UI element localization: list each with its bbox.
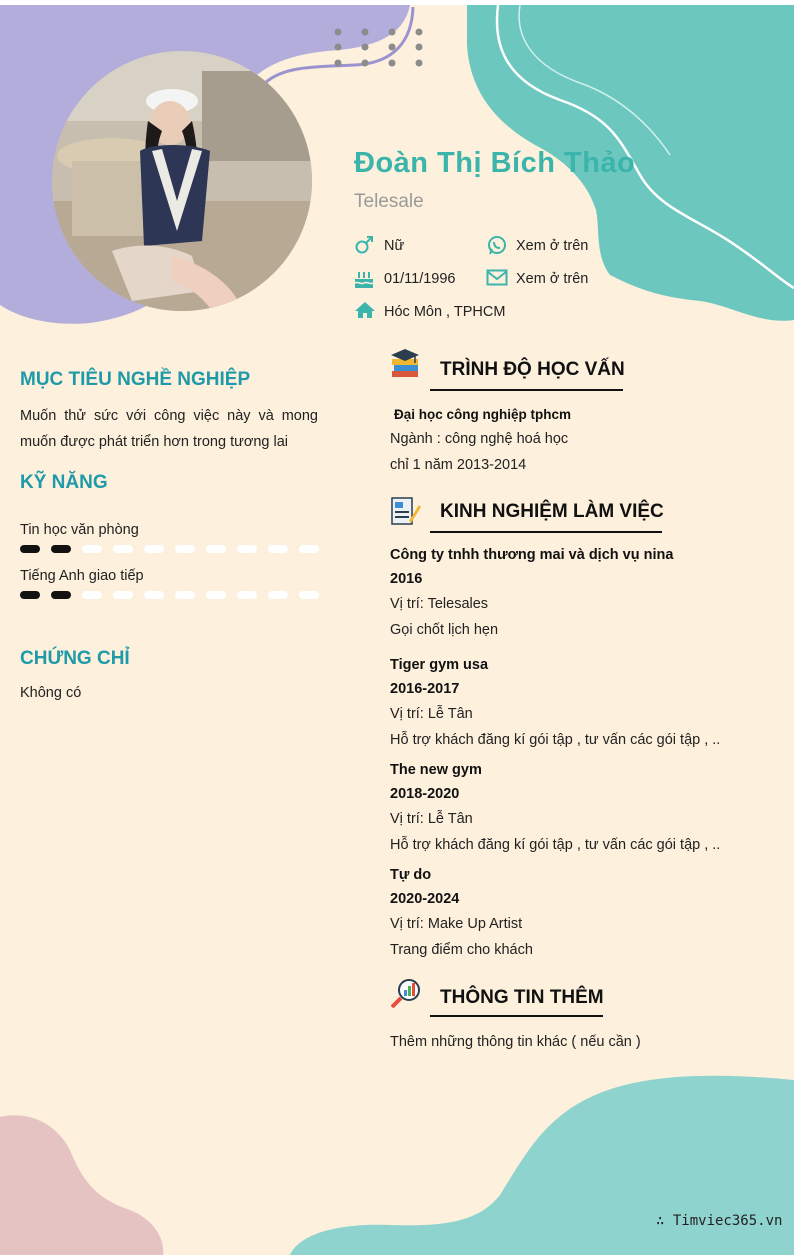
skill-dot-filled bbox=[20, 591, 40, 599]
experience-time: 2016-2017 bbox=[390, 681, 460, 697]
skill-dot-empty bbox=[206, 545, 226, 553]
certificates-heading: CHỨNG CHỈ bbox=[20, 648, 130, 669]
objective-heading: MỤC TIÊU NGHỀ NGHIỆP bbox=[20, 369, 251, 390]
experience-time: 2020-2024 bbox=[390, 891, 460, 907]
additional-info-text: Thêm những thông tin khác ( nếu cần ) bbox=[390, 1034, 641, 1050]
resume-document-icon bbox=[389, 495, 421, 527]
skill-dot-empty bbox=[237, 545, 257, 553]
education-major: Ngành : công nghệ hoá học bbox=[390, 431, 569, 447]
gender-value: Nữ bbox=[384, 238, 405, 254]
certificates-text: Không có bbox=[20, 685, 82, 701]
experience-position: Vị trí: Make Up Artist bbox=[390, 916, 523, 932]
skill-dot-empty bbox=[299, 545, 319, 553]
profile-photo-illustration bbox=[52, 51, 312, 311]
skill-dot-filled bbox=[51, 545, 71, 553]
experience-description: Gọi chốt lịch hẹn bbox=[390, 622, 499, 638]
skill-name: Tin học văn phòng bbox=[20, 522, 139, 538]
additional-info-heading-underline bbox=[430, 1015, 603, 1017]
skill-dot-empty bbox=[113, 591, 133, 599]
experience-company: Tự do bbox=[390, 867, 432, 883]
skill-dot-empty bbox=[144, 591, 164, 599]
skill-dot-empty bbox=[175, 545, 195, 553]
skill-dot-empty bbox=[268, 591, 288, 599]
education-period: chỉ 1 năm 2013-2014 bbox=[390, 457, 527, 473]
skill-dot-empty bbox=[82, 591, 102, 599]
skill-dot-filled bbox=[20, 545, 40, 553]
education-heading: TRÌNH ĐỘ HỌC VẤN bbox=[440, 359, 625, 380]
skill-dot-empty bbox=[268, 545, 288, 553]
job-title: Telesale bbox=[354, 191, 424, 212]
experience-position: Vị trí: Telesales bbox=[390, 596, 489, 612]
experience-company: Công ty tnhh thương mai và dịch vụ nina bbox=[390, 547, 674, 563]
candidate-name: Đoàn Thị Bích Thảo bbox=[354, 147, 636, 179]
experience-description: Hỗ trợ khách đăng kí gói tập , tư vấn các gói tập , .. bbox=[390, 837, 721, 853]
experience-time: 2018-2020 bbox=[390, 786, 460, 802]
skill-name: Tiếng Anh giao tiếp bbox=[20, 568, 144, 584]
watermark: ∴ Timviec365.vn bbox=[656, 1213, 783, 1229]
skill-dot-empty bbox=[175, 591, 195, 599]
experience-time: 2016 bbox=[390, 571, 423, 587]
experience-heading-underline bbox=[430, 531, 662, 533]
experience-position: Vị trí: Lễ Tân bbox=[390, 706, 473, 722]
birthday-value: 01/11/1996 bbox=[384, 271, 456, 287]
gender-icon bbox=[354, 235, 374, 255]
objective-text: Muốn thử sức với công việc này và mong muốn được phát triển hơn trong tương lai bbox=[20, 408, 318, 450]
home-icon bbox=[354, 301, 376, 319]
experience-heading: KINH NGHIỆM LÀM VIỆC bbox=[440, 501, 664, 522]
additional-info-heading: THÔNG TIN THÊM bbox=[440, 987, 604, 1008]
skill-dot-empty bbox=[237, 591, 257, 599]
profile-photo bbox=[52, 51, 312, 311]
skill-dot-empty bbox=[299, 591, 319, 599]
skill-dot-empty bbox=[206, 591, 226, 599]
birthday-cake-icon bbox=[353, 268, 375, 290]
magnifier-chart-icon bbox=[389, 978, 423, 1010]
address-value: Hóc Môn , TPHCM bbox=[384, 304, 506, 320]
skill-dot-empty bbox=[82, 545, 102, 553]
email-icon bbox=[486, 269, 508, 287]
phone-value: Xem ở trên bbox=[516, 238, 589, 254]
graduation-books-icon bbox=[389, 349, 421, 381]
education-heading-underline bbox=[430, 389, 623, 391]
experience-description: Hỗ trợ khách đăng kí gói tập , tư vấn các gói tập , .. bbox=[390, 732, 721, 748]
cv-page bbox=[0, 5, 794, 1255]
experience-description: Trang điểm cho khách bbox=[390, 942, 533, 958]
whatsapp-phone-icon bbox=[486, 234, 508, 256]
education-school: Đại học công nghiệp tphcm bbox=[394, 407, 572, 422]
email-value: Xem ở trên bbox=[516, 271, 589, 287]
experience-position: Vị trí: Lễ Tân bbox=[390, 811, 473, 827]
skill-dot-filled bbox=[51, 591, 71, 599]
skills-heading: KỸ NĂNG bbox=[20, 472, 108, 493]
skill-dot-empty bbox=[113, 545, 133, 553]
pink-blob bbox=[0, 1115, 163, 1255]
skill-dot-empty bbox=[144, 545, 164, 553]
experience-company: The new gym bbox=[390, 762, 482, 778]
experience-company: Tiger gym usa bbox=[390, 657, 489, 673]
